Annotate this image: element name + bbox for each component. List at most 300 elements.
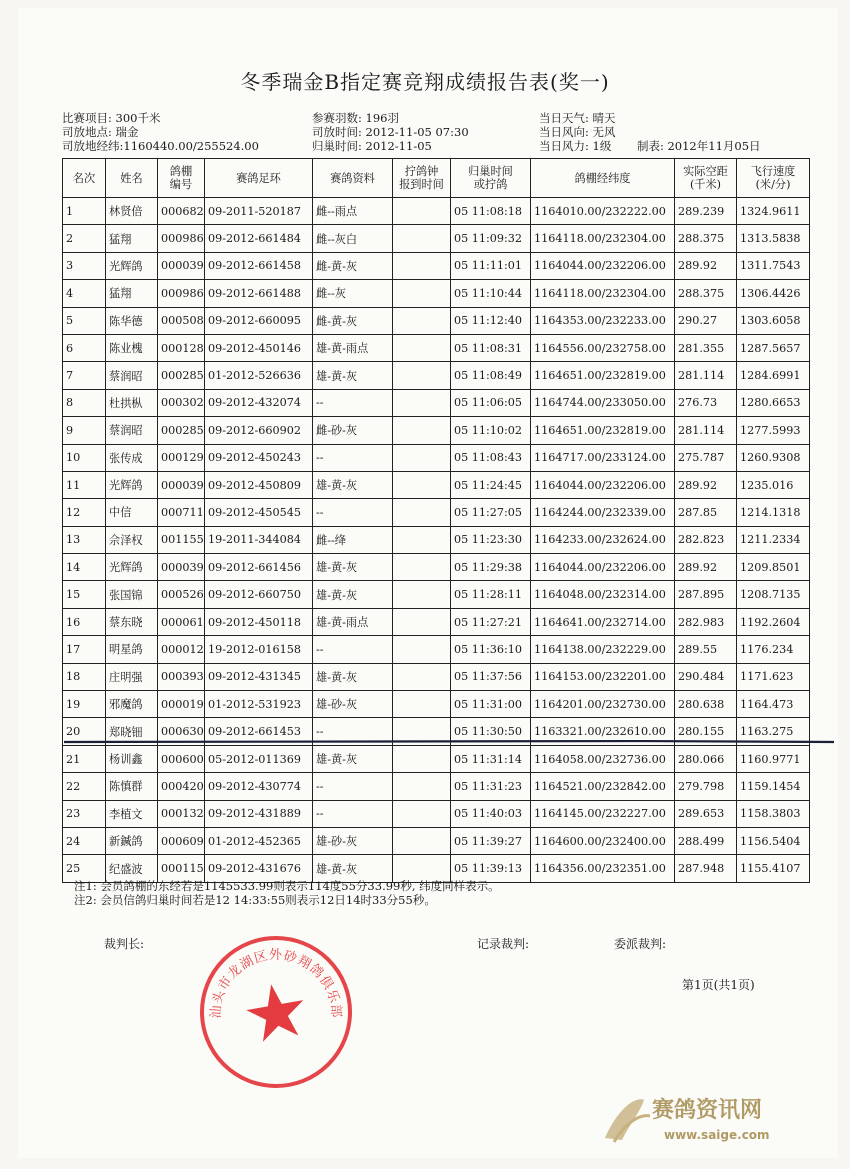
referee-chief-label: 裁判长: [104,937,145,951]
table-cell: 000420 [158,773,205,800]
meta-middle [312,111,469,153]
note-1: 注1: 会员鸽棚的东经若是1145533.99则表示114度55分33.99秒, 纬度同样表示。 [74,879,500,893]
table-cell: 中信 [106,499,158,526]
table-cell: 3 [63,252,106,279]
table-cell: 1171.623 [737,663,810,690]
table-cell: 25 [63,855,106,882]
table-cell: 289.653 [675,800,737,827]
club-seal-stamp [196,932,356,1092]
table-cell: 李植文 [106,800,158,827]
table-cell: 1164600.00/232400.00 [531,827,675,854]
table-cell: 290.484 [675,663,737,690]
table-cell: 09-2012-450118 [205,608,313,635]
table-cell: 1208.7135 [737,581,810,608]
table-cell: 09-2012-450545 [205,499,313,526]
table-cell: 09-2012-660750 [205,581,313,608]
table-cell: 22 [63,773,106,800]
table-cell [393,526,451,553]
table-cell: 1284.6991 [737,362,810,389]
table-cell: 05 11:39:13 [451,855,531,882]
table-row [63,252,810,279]
table-row [63,362,810,389]
table-cell: 000128 [158,334,205,361]
table-cell: 1214.1318 [737,499,810,526]
table-cell: 光辉鸽 [106,554,158,581]
table-cell: 1164118.00/232304.00 [531,280,675,307]
table-cell: 09-2012-430774 [205,773,313,800]
table-cell [393,608,451,635]
table-cell: 000630 [158,718,205,745]
table-cell: 01-2012-452365 [205,827,313,854]
table-cell: 09-2012-431889 [205,800,313,827]
table-cell: 05 11:37:56 [451,663,531,690]
table-cell: 雌--灰 [313,280,393,307]
table-row [63,417,810,444]
table-cell: 1164.473 [737,691,810,718]
table-cell: 000526 [158,581,205,608]
table-cell [393,471,451,498]
table-cell: 雄-黄-灰 [313,362,393,389]
table-row [63,389,810,416]
table-cell: 雌--雨点 [313,198,393,225]
table-cell: 09-2012-660095 [205,307,313,334]
table-cell: 05 11:27:05 [451,499,531,526]
table-cell: 09-2012-661458 [205,252,313,279]
table-cell: 1164521.00/232842.00 [531,773,675,800]
table-cell: 09-2012-450809 [205,471,313,498]
table-row [63,334,810,361]
meta-release-coords: 司放地经纬:1160440.00/255524.00 [62,139,259,153]
table-cell: 282.983 [675,608,737,635]
table-cell: 纪盛波 [106,855,158,882]
table-cell: 12 [63,499,106,526]
table-cell: 张传成 [106,444,158,471]
table-cell: 05 11:31:14 [451,745,531,772]
table-row [63,499,810,526]
table-cell [393,827,451,854]
table-cell: 000682 [158,198,205,225]
pen-stroke [64,738,834,746]
table-cell: 1163.275 [737,718,810,745]
record-referee-label: 记录裁判: [477,937,530,951]
table-cell: 明星鸽 [106,636,158,663]
table-cell: 16 [63,608,106,635]
table-cell: 雌--灰白 [313,225,393,252]
table-cell: 000302 [158,389,205,416]
table-cell: 蔡润昭 [106,417,158,444]
table-cell: 287.948 [675,855,737,882]
table-cell: 1164044.00/232206.00 [531,471,675,498]
watermark-url: www.saige.com [664,1128,770,1142]
table-cell: 09-2012-432074 [205,389,313,416]
table-cell: 279.798 [675,773,737,800]
table-cell: 雄-黄-灰 [313,471,393,498]
table-cell: 陈业槐 [106,334,158,361]
table-cell: 05 11:36:10 [451,636,531,663]
table-cell: 05 11:27:21 [451,608,531,635]
table-cell: 288.375 [675,225,737,252]
table-cell: 1287.5657 [737,334,810,361]
table-cell: 000986 [158,225,205,252]
column-header: 拧鸽钟 报到时间 [393,159,451,198]
table-cell: 282.823 [675,526,737,553]
table-cell: -- [313,389,393,416]
table-cell: 1164244.00/232339.00 [531,499,675,526]
column-header: 名次 [63,159,106,198]
table-cell: 光辉鸽 [106,471,158,498]
table-cell: 5 [63,307,106,334]
svg-text:汕头市龙湖区外砂翔鸽俱乐部: 汕头市龙湖区外砂翔鸽俱乐部 [208,948,344,1019]
meta-left [62,111,259,153]
table-cell: 雄-砂-灰 [313,691,393,718]
appointed-referee-label: 委派裁判: [614,937,667,951]
table-cell: 陈华德 [106,307,158,334]
table-cell: 05 11:06:05 [451,389,531,416]
table-cell: 281.114 [675,362,737,389]
table-cell: 05 11:10:44 [451,280,531,307]
table-cell: 01-2012-526636 [205,362,313,389]
table-cell: 1164717.00/233124.00 [531,444,675,471]
results-table [62,158,810,883]
table-cell: -- [313,800,393,827]
table-cell: 庄明强 [106,663,158,690]
table-cell: 05 11:28:11 [451,581,531,608]
table-cell: 05 11:24:45 [451,471,531,498]
table-cell: 1164138.00/232229.00 [531,636,675,663]
table-cell: 09-2012-661453 [205,718,313,745]
table-cell: 000129 [158,444,205,471]
column-header: 飞行速度 (米/分) [737,159,810,198]
table-cell [393,444,451,471]
column-header: 实际空距 (千米) [675,159,737,198]
table-cell: 000039 [158,471,205,498]
table-cell: 000039 [158,252,205,279]
table-cell [393,198,451,225]
table-cell: 1209.8501 [737,554,810,581]
table-cell: 000115 [158,855,205,882]
table-cell: 000061 [158,608,205,635]
table-cell: 1164145.00/232227.00 [531,800,675,827]
table-cell: 09-2012-660902 [205,417,313,444]
table-cell [393,225,451,252]
table-cell: 1311.7543 [737,252,810,279]
table-cell: 289.239 [675,198,737,225]
table-cell: 09-2011-520187 [205,198,313,225]
table-cell: 000393 [158,663,205,690]
table-row [63,608,810,635]
table-cell [393,636,451,663]
table-cell: 1158.3803 [737,800,810,827]
table-cell: 15 [63,581,106,608]
table-cell: 280.155 [675,718,737,745]
table-cell: -- [313,718,393,745]
table-cell: 275.787 [675,444,737,471]
table-cell [393,307,451,334]
table-cell: -- [313,773,393,800]
table-cell: 杜拱枞 [106,389,158,416]
table-cell: 05 11:23:30 [451,526,531,553]
table-cell: 1164044.00/232206.00 [531,554,675,581]
table-cell [393,389,451,416]
meta-entries: 参赛羽数: 196羽 [312,111,399,125]
table-cell: 1164044.00/232206.00 [531,252,675,279]
table-cell: 雌-砂-灰 [313,417,393,444]
table-cell: 05 11:08:49 [451,362,531,389]
table-row [63,280,810,307]
meta-wind-force: 当日风力: 1级 制表: 2012年11月05日 [539,139,761,153]
note-2: 注2: 会员信鸽归巢时间若是12 14:33:55则表示12日14时33分55秒。 [74,893,436,907]
table-cell: 05 11:09:32 [451,225,531,252]
watermark-name: 赛鸽资讯网 [652,1098,763,1123]
table-cell: 1159.1454 [737,773,810,800]
table-cell: 280.066 [675,745,737,772]
table-cell: 19-2011-344084 [205,526,313,553]
table-cell: 雄-黄-雨点 [313,334,393,361]
table-cell: 20 [63,718,106,745]
table-cell [393,663,451,690]
meta-return-time: 归巢时间: 2012-11-05 [312,139,432,153]
table-cell: 雄-砂-灰 [313,827,393,854]
table-cell: 雄-黄-灰 [313,855,393,882]
table-cell: 1164651.00/232819.00 [531,362,675,389]
table-cell: 288.499 [675,827,737,854]
column-header: 姓名 [106,159,158,198]
table-cell: 000012 [158,636,205,663]
table-cell: 10 [63,444,106,471]
table-cell: 张国锦 [106,581,158,608]
table-cell: 1176.234 [737,636,810,663]
table-cell: 290.27 [675,307,737,334]
table-cell: 6 [63,334,106,361]
table-cell: 1164641.00/232714.00 [531,608,675,635]
table-cell: 000019 [158,691,205,718]
table-cell: 287.895 [675,581,737,608]
table-cell: 邪魔鸽 [106,691,158,718]
table-header-row [63,159,810,198]
table-cell: 佘泽权 [106,526,158,553]
table-cell: 1164353.00/232233.00 [531,307,675,334]
table-cell: 1303.6058 [737,307,810,334]
table-cell: 000711 [158,499,205,526]
table-body [63,198,810,883]
table-cell: 雄-黄-灰 [313,745,393,772]
table-cell: 000986 [158,280,205,307]
table-cell: 雄-黄-灰 [313,554,393,581]
table-cell [393,581,451,608]
table-cell: 05 11:40:03 [451,800,531,827]
column-header: 鸽棚 编号 [158,159,205,198]
table-cell: 05 11:30:50 [451,718,531,745]
table-cell: 05 11:08:31 [451,334,531,361]
table-cell: 000285 [158,417,205,444]
table-cell: 05 11:31:23 [451,773,531,800]
table-cell [393,773,451,800]
meta-right [539,111,761,153]
table-cell: -- [313,444,393,471]
table-cell: 14 [63,554,106,581]
table-cell: 1 [63,198,106,225]
table-cell [393,499,451,526]
table-cell: 05 11:12:40 [451,307,531,334]
table-cell: 1164651.00/232819.00 [531,417,675,444]
table-cell: 雄-黄-灰 [313,581,393,608]
table-cell: 雌--绛 [313,526,393,553]
meta-release-place: 司放地点: 瑞金 [62,125,139,139]
table-row [63,581,810,608]
table-cell: 05 11:08:43 [451,444,531,471]
table-cell: 1306.4426 [737,280,810,307]
table-cell: 05 11:29:38 [451,554,531,581]
table-cell: 280.638 [675,691,737,718]
table-cell: 09-2012-431676 [205,855,313,882]
table-row [63,691,810,718]
table-cell: 09-2012-661484 [205,225,313,252]
table-row [63,636,810,663]
table-cell: 05 11:08:18 [451,198,531,225]
table-cell: 000508 [158,307,205,334]
table-cell: 猛翔 [106,280,158,307]
page-number: 第1页(共1页) [682,978,755,992]
table-cell: 1324.9611 [737,198,810,225]
table-cell: 287.85 [675,499,737,526]
table-cell: -- [313,636,393,663]
table-row [63,554,810,581]
table-cell: 01-2012-531923 [205,691,313,718]
table-cell: 1164556.00/232758.00 [531,334,675,361]
table-cell: 05 11:11:01 [451,252,531,279]
table-row [63,198,810,225]
notes [74,879,500,907]
table-cell: 17 [63,636,106,663]
table-cell [393,554,451,581]
table-cell: 21 [63,745,106,772]
table-cell: 1313.5838 [737,225,810,252]
table-cell: 09-2012-450243 [205,444,313,471]
table-cell: 蔡润昭 [106,362,158,389]
table-cell: 05 11:39:27 [451,827,531,854]
table-cell: 1160.9771 [737,745,810,772]
meta-weather: 当日天气: 晴天 [539,111,616,125]
table-cell: 1211.2334 [737,526,810,553]
report-title: 冬季瑞金B指定赛竞翔成绩报告表(奖一) [240,70,610,94]
table-cell: 新鍼鸽 [106,827,158,854]
meta-project: 比赛项目: 300千米 [62,111,161,125]
table-cell: 000609 [158,827,205,854]
table-cell: 1192.2604 [737,608,810,635]
table-cell: 1164201.00/232730.00 [531,691,675,718]
table-cell: 1277.5993 [737,417,810,444]
table-cell: 05-2012-011369 [205,745,313,772]
table-cell: 杨训鑫 [106,745,158,772]
table-cell: 000600 [158,745,205,772]
table-row [63,800,810,827]
table-cell: 林贤倍 [106,198,158,225]
table-row [63,444,810,471]
table-cell: 1235.016 [737,471,810,498]
table-cell: 001155 [158,526,205,553]
table-cell: 7 [63,362,106,389]
table-cell: 289.55 [675,636,737,663]
table-cell: 11 [63,471,106,498]
table-cell: 雌-黄-灰 [313,307,393,334]
table-cell [393,691,451,718]
table-cell: 05 11:31:00 [451,691,531,718]
table-cell: 1260.9308 [737,444,810,471]
table-cell: 2 [63,225,106,252]
table-cell: 13 [63,526,106,553]
table-cell: 雄-黄-雨点 [313,608,393,635]
table-row [63,745,810,772]
column-header: 赛鸽足环 [205,159,313,198]
table-cell: 4 [63,280,106,307]
table-cell: 289.92 [675,252,737,279]
table-cell: 1164233.00/232624.00 [531,526,675,553]
table-cell [393,745,451,772]
table-cell: 276.73 [675,389,737,416]
table-cell: 289.92 [675,471,737,498]
table-cell: 19-2012-016158 [205,636,313,663]
table-cell: -- [313,499,393,526]
table-cell: 蔡东晓 [106,608,158,635]
table-cell [393,417,451,444]
table-cell: 1280.6653 [737,389,810,416]
table-cell: 281.355 [675,334,737,361]
table-cell: 1163321.00/232610.00 [531,718,675,745]
table-cell: 05 11:10:02 [451,417,531,444]
table-row [63,526,810,553]
table-cell: 24 [63,827,106,854]
table-row [63,225,810,252]
meta-made-on: 制表: 2012年11月05日 [636,139,761,153]
table-cell: 猛翔 [106,225,158,252]
table-cell: 288.375 [675,280,737,307]
table-cell: 1156.5404 [737,827,810,854]
table-cell: 1164356.00/232351.00 [531,855,675,882]
table-cell: 雌-黄-灰 [313,252,393,279]
table-cell: 1155.4107 [737,855,810,882]
table-cell: 000039 [158,554,205,581]
table-cell: 1164744.00/233050.00 [531,389,675,416]
table-cell: 1164010.00/232222.00 [531,198,675,225]
table-cell: 8 [63,389,106,416]
table-row [63,827,810,854]
table-cell [393,334,451,361]
column-header: 鸽棚经纬度 [531,159,675,198]
table-cell: 09-2012-661456 [205,554,313,581]
table-cell: 000132 [158,800,205,827]
table-cell: 光辉鸽 [106,252,158,279]
table-cell: 雄-黄-灰 [313,663,393,690]
table-cell: 281.114 [675,417,737,444]
table-row [63,773,810,800]
table-cell: 1164058.00/232736.00 [531,745,675,772]
table-row [63,471,810,498]
table-cell: 19 [63,691,106,718]
table-cell: 陈慎群 [106,773,158,800]
table-cell: 000285 [158,362,205,389]
table-cell: 1164048.00/232314.00 [531,581,675,608]
table-row [63,663,810,690]
table-cell: 18 [63,663,106,690]
table-cell: 9 [63,417,106,444]
meta-release-time: 司放时间: 2012-11-05 07:30 [312,125,469,139]
meta-wind-direction: 当日风向: 无风 [539,125,616,139]
table-cell [393,362,451,389]
table-cell: 郑晓钿 [106,718,158,745]
table-cell: 289.92 [675,554,737,581]
table-cell [393,280,451,307]
column-header: 归巢时间 或拧鸽 [451,159,531,198]
